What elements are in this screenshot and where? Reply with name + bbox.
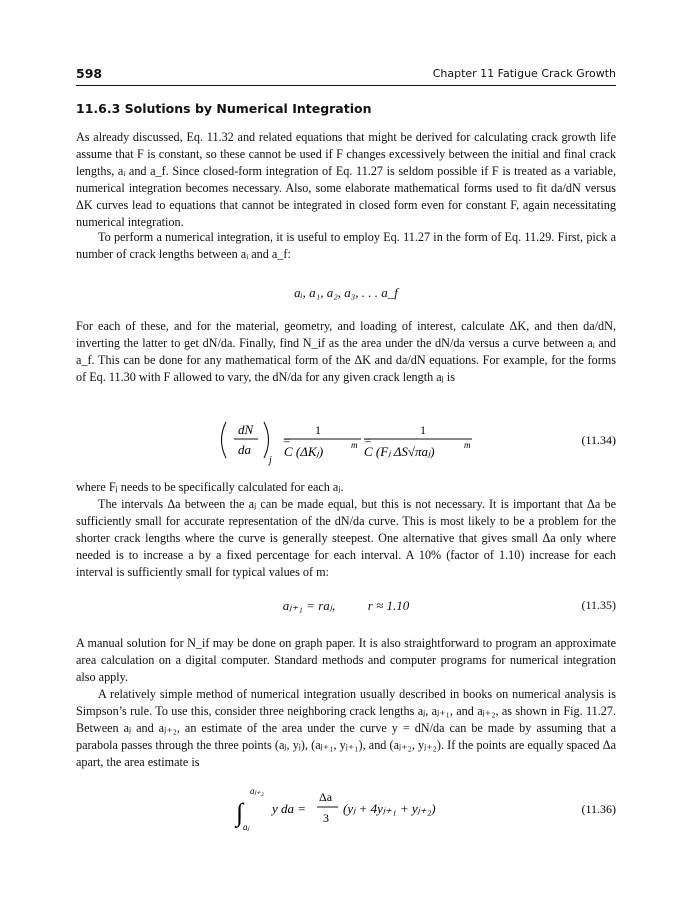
integral-upper-limit: aⱼ₊₂ xyxy=(250,786,264,796)
equation-11-35 xyxy=(76,598,616,622)
fraction-2-denominator: C (Fⱼ ΔS√πaⱼ) xyxy=(364,444,435,459)
equation-number-11-34: (11.34) xyxy=(581,433,616,447)
lhs-subscript: j xyxy=(269,455,272,466)
equals-sign-2: = xyxy=(364,433,372,448)
exponent-1: m xyxy=(351,440,358,450)
equation-11-35-expression: aⱼ₊₁ = raⱼ, r ≈ 1.10 xyxy=(282,598,410,613)
header-rule xyxy=(76,85,616,86)
equation-11-36 xyxy=(76,783,616,835)
equation-11-34 xyxy=(76,414,616,472)
lhs-numerator: dN xyxy=(238,422,254,437)
page-number: 598 xyxy=(76,66,103,81)
equals-sign-1: = xyxy=(283,433,291,448)
simpson-sum: (yⱼ + 4yⱼ₊₁ + yⱼ₊₂) xyxy=(343,801,436,816)
equation-number-11-35: (11.35) xyxy=(581,598,616,612)
fraction-2-numerator: 1 xyxy=(420,423,426,437)
right-paren xyxy=(264,422,269,458)
exponent-2: m xyxy=(464,440,471,450)
section-title: 11.6.3 Solutions by Numerical Integration xyxy=(76,101,372,116)
paragraph-1: As already discussed, Eq. 11.32 and related equations that might be derived for calculating crack growth life assume that F is constant, so these cannot be used if F changes excessively between the initial and final crack lengths, aᵢ and a_f. Since closed-form integration of Eq. 11.27 is seldom possible if F is treated as a variable, numerical integration becomes necessary. Also, some elaborate mathematical forms used to fit da/dN versus ΔK curves lead to equations that cannot be integrated in closed form even for constant F, again necessitating numerical integration. xyxy=(76,130,616,229)
crack-length-sequence xyxy=(76,285,616,309)
paragraph-6: A manual solution for N_if may be done on graph paper. It is also straightforward to program an approximate area calculation on a digital computer. Standard methods and computer programs for numerical integration also apply. xyxy=(76,636,616,684)
fraction-1-denominator: C (ΔKⱼ) xyxy=(284,444,324,459)
running-title: Chapter 11 Fatigue Crack Growth xyxy=(432,67,616,80)
integral-sign: ∫ xyxy=(236,798,244,827)
denominator-three: 3 xyxy=(323,811,329,825)
paragraph-5: The intervals Δa between the aⱼ can be made equal, but this is not necessary. It is important that Δa be sufficiently small for accurate representation of the dN/da curve. This is most likely to be a problem for the shorter crack lengths where the curve is generally steepest. One alternative that gives small Δa only where needed is to increase a by a fixed percentage for each interval. A 10% (factor of 1.10) increase for each interval is sufficiently small for typical values of m: xyxy=(76,497,616,579)
fraction-1-numerator: 1 xyxy=(315,423,321,437)
lhs-denominator: da xyxy=(238,442,251,457)
equation-number-11-36: (11.36) xyxy=(581,802,616,816)
paragraph-2: To perform a numerical integration, it is useful to employ Eq. 11.27 in the form of Eq. 11.29. First, pick a number of crack lengths between aᵢ and a_f: xyxy=(76,230,616,261)
paragraph-7: A relatively simple method of numerical integration usually described in books on numerical analysis is Simpson’s rule. To use this, consider three neighboring crack lengths aⱼ, aⱼ₊₁, and aⱼ₊₂, as shown in Fig. 11.27. Between aⱼ and aⱼ₊₂, an estimate of the area under the curve y = dN/da can be made by assuming that a parabola passes through the three points (aⱼ, yⱼ), (aⱼ₊₁, yⱼ₊₁), and (aⱼ₊₂, yⱼ₊₂). If the points are equally spaced Δa apart, the area estimate is xyxy=(76,687,616,769)
integral-lower-limit: aⱼ xyxy=(243,822,250,832)
paragraph-4: where Fⱼ needs to be specifically calculated for each aⱼ. xyxy=(76,480,344,494)
paragraph-3: For each of these, and for the material, geometry, and loading of interest, calculate ΔK, and then da/dN, inverting the latter to get dN/da. Finally, find N_if as the area under the dN/da versus a curve between aᵢ and a_f. This can be done for any mathematical form of the ΔK and da/dN equations. For example, for the forms of Eq. 11.30 with F allowed to vary, the dN/da for any given crack length aⱼ is xyxy=(76,319,616,384)
page-header xyxy=(76,66,616,84)
delta-a-numerator: Δa xyxy=(319,790,333,804)
integrand: y da = xyxy=(272,801,307,816)
left-paren xyxy=(222,422,227,458)
sequence-expression: aᵢ, a₁, a₂, a₃, . . . a_f xyxy=(294,285,398,300)
